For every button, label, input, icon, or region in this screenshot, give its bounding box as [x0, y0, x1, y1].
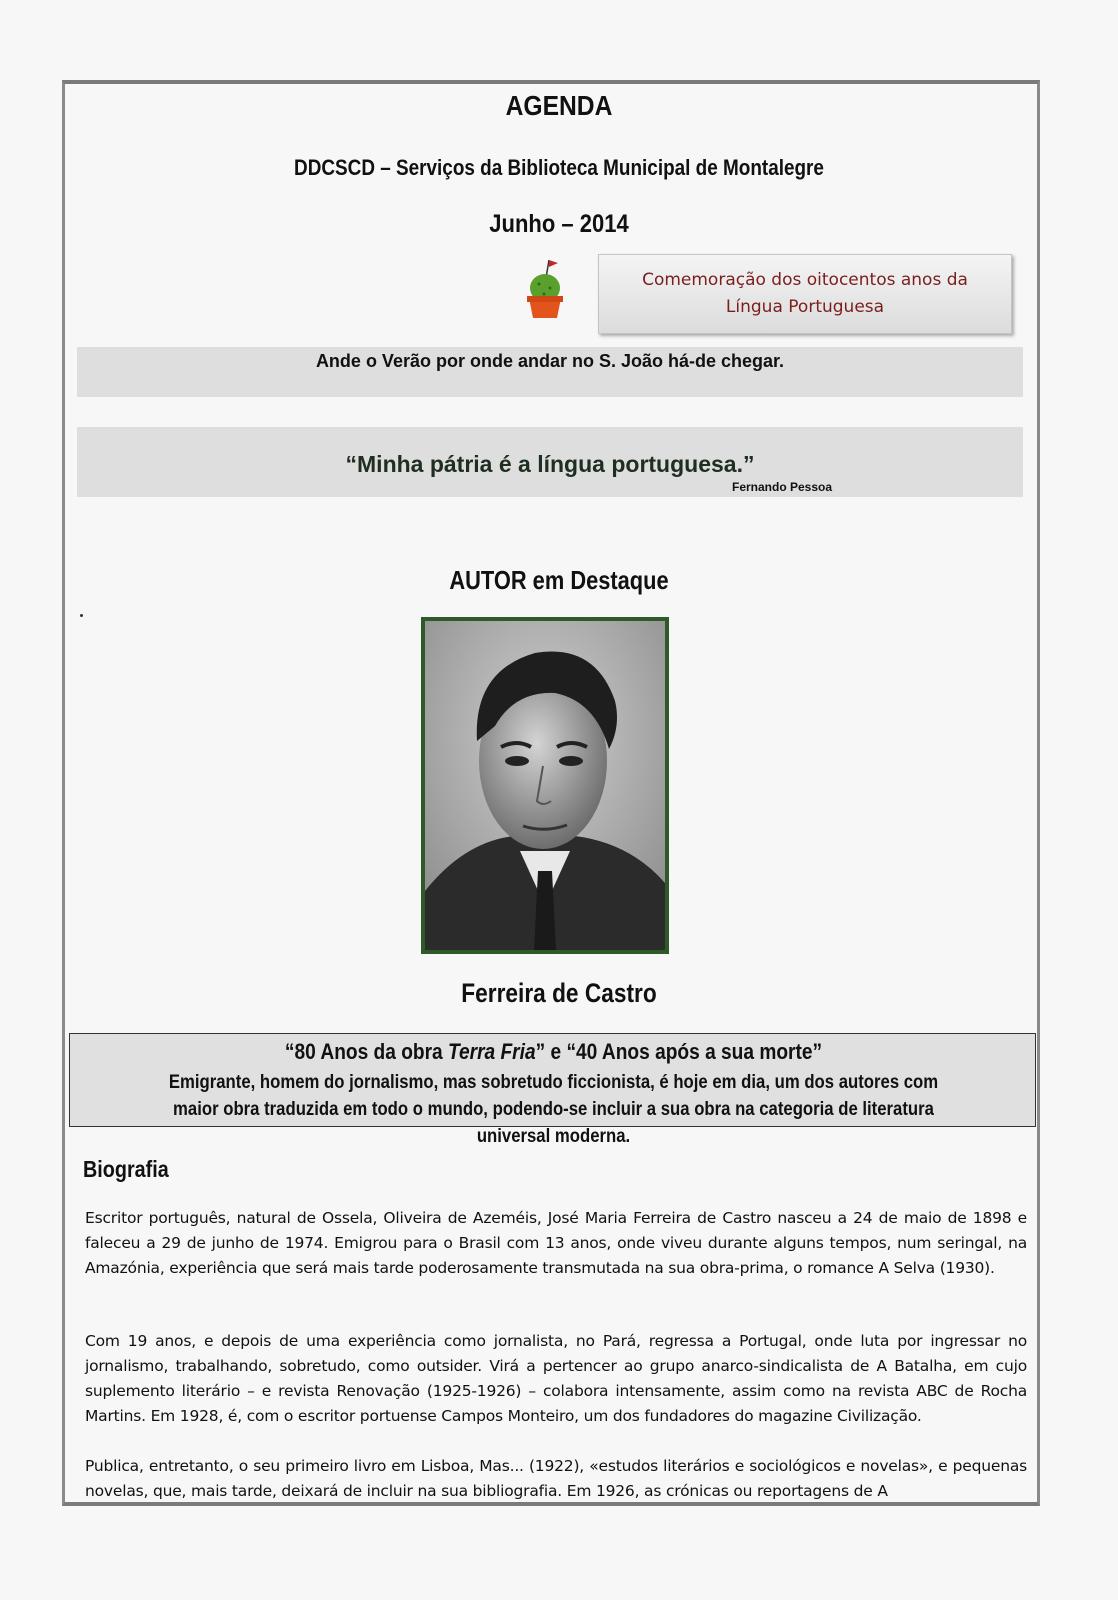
quote-band [77, 427, 1023, 497]
commemoration-line2: Língua Portuguesa [725, 297, 885, 317]
highlight-heading-part2: ” e “40 Anos após a sua morte” [535, 1039, 823, 1064]
highlight-box [69, 1033, 1036, 1147]
highlight-heading-part1: “80 Anos da obra [284, 1039, 448, 1064]
cactus-icon [520, 258, 570, 320]
biography-heading: Biografia [83, 1156, 169, 1182]
highlight-heading-title: Terra Fria [447, 1039, 536, 1064]
quote-text: “Minha pátria é a língua portuguesa.” [345, 451, 755, 477]
department-title: DDCSCD – Serviços da Biblioteca Municipal de Montalegre [294, 155, 824, 180]
highlight-body: Emigrante, homem do jornalismo, mas sobretudo ficcionista, é hoje em dia, um dos autores com maior obra traduzida em todo o mundo, podendo-se incluir a sua obra na categoria de literatura universal moderna. [168, 1072, 939, 1147]
proverb-text: Ande o Verão por onde andar no S. João há-de chegar. [315, 351, 785, 371]
biography-paragraph-3: Publica, entretanto, o seu primeiro livro em Lisboa, Mas... (1922), «estudos literários e sociológicos e novelas», e pequenas novelas, que, mais tarde, deixará de incluir na sua bibliografia. Em 1926, as crónicas ou reportagens de A [85, 1457, 1027, 1500]
agenda-title: AGENDA [505, 90, 613, 121]
commemoration-box [598, 254, 1012, 334]
biography-paragraph-2: Com 19 anos, e depois de uma experiência como jornalista, no Pará, regressa a Portugal, onde luta por ingressar no jornalismo, trabalhando, sobretudo, como outsider. Virá a pertencer ao grupo anarco-sindicalista de A Batalha, em cujo suplemento literário – e revista Renovação (1925-1926) – colabora intensamente, assim como na revista ABC de Rocha Martins. Em 1928, é, com o escritor portuense Campos Monteiro, um dos fundadores do magazine Civilização. [85, 1332, 1027, 1425]
month-title: Junho – 2014 [489, 210, 629, 238]
highlight-heading [133, 1039, 974, 1065]
commemoration-line1: Comemoração dos oitocentos anos da [642, 270, 968, 290]
feature-title: AUTOR em Destaque [449, 565, 669, 595]
biography-paragraph-1: Escritor português, natural de Ossela, Oliveira de Azeméis, José Maria Ferreira de Castro nasceu a 24 de maio de 1898 e faleceu a 29 de junho de 1974. Emigrou para o Brasil com 13 anos, onde viveu durante alguns tempos, num seringal, na Amazónia, experiência que será mais tarde poderosamente transmutada na sua obra-prima, o romance A Selva (1930). [85, 1209, 1027, 1277]
proverb-band [77, 347, 1023, 397]
author-portrait [421, 617, 669, 954]
author-name: Ferreira de Castro [461, 978, 657, 1008]
stray-dot [80, 614, 83, 617]
quote-author: Fernando Pessoa [732, 480, 833, 494]
